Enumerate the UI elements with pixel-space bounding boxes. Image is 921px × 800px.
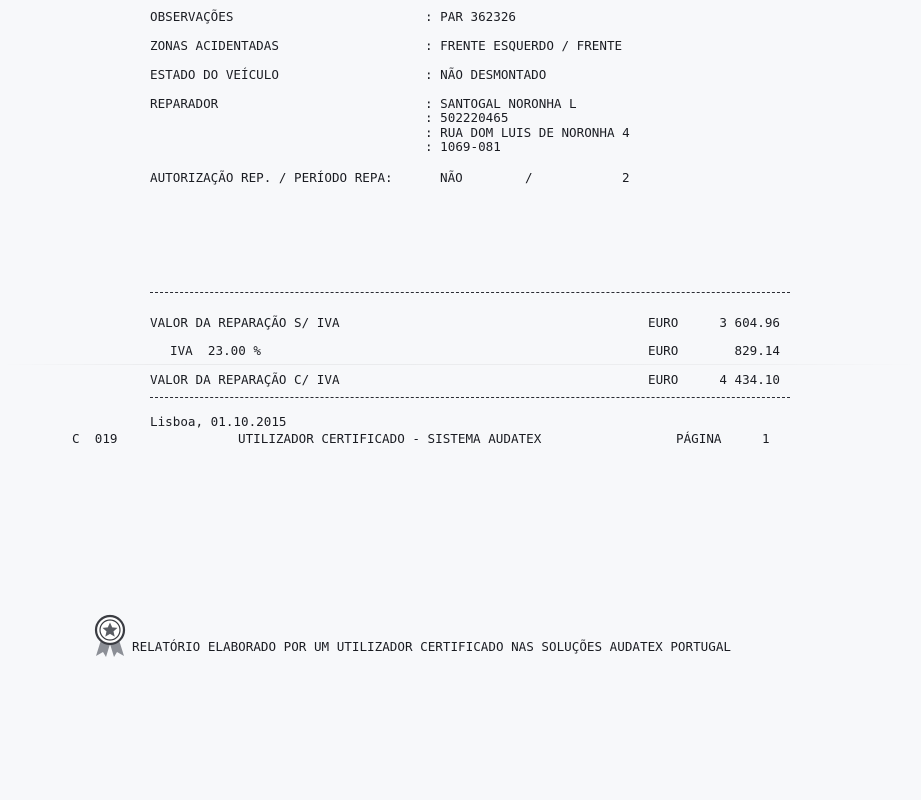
total-amount-iva: 829.14 [734,343,780,358]
value-observacoes: : PAR 362326 [425,9,516,24]
value-periodo: 2 [622,170,630,185]
total-amount-com-iva: 4 434.10 [719,372,780,387]
label-estado-veiculo: ESTADO DO VEÍCULO [150,67,279,82]
label-reparador: REPARADOR [150,96,219,111]
page-number: 1 [762,431,770,446]
label-zonas-acidentadas: ZONAS ACIDENTADAS [150,38,279,53]
document-code: C 019 [72,431,118,446]
reparador-postal-code: : 1069-081 [425,139,501,154]
total-currency-sem-iva: EURO [648,315,679,330]
paper-fold [0,364,921,365]
value-estado-veiculo: : NÃO DESMONTADO [425,67,547,82]
value-zonas-acidentadas: : FRENTE ESQUERDO / FRENTE [425,38,623,53]
page-label: PÁGINA [676,431,722,446]
reparador-nif: : 502220465 [425,110,509,125]
total-amount-sem-iva: 3 604.96 [719,315,780,330]
label-autorizacao: AUTORIZAÇÃO REP. / PERÍODO REPA: [150,170,393,185]
dashed-separator-bottom [150,397,790,398]
value-autorizacao: NÃO [440,170,463,185]
reparador-name: : SANTOGAL NORONHA L [425,96,577,111]
certification-note: RELATÓRIO ELABORADO POR UM UTILIZADOR CERTIFICADO NAS SOLUÇÕES AUDATEX PORTUGAL [132,639,731,654]
total-currency-iva: EURO [648,343,679,358]
reparador-address: : RUA DOM LUIS DE NORONHA 4 [425,125,630,140]
certified-user-line: UTILIZADOR CERTIFICADO - SISTEMA AUDATEX [238,431,542,446]
total-label-com-iva: VALOR DA REPARAÇÃO C/ IVA [150,372,340,387]
autorizacao-separator: / [525,170,533,185]
label-observacoes: OBSERVAÇÕES [150,9,234,24]
total-label-sem-iva: VALOR DA REPARAÇÃO S/ IVA [150,315,340,330]
total-currency-com-iva: EURO [648,372,679,387]
certified-seal-icon [92,614,128,658]
place-date: Lisboa, 01.10.2015 [150,414,287,429]
total-label-iva: IVA 23.00 % [170,343,261,358]
dashed-separator-top [150,292,790,293]
